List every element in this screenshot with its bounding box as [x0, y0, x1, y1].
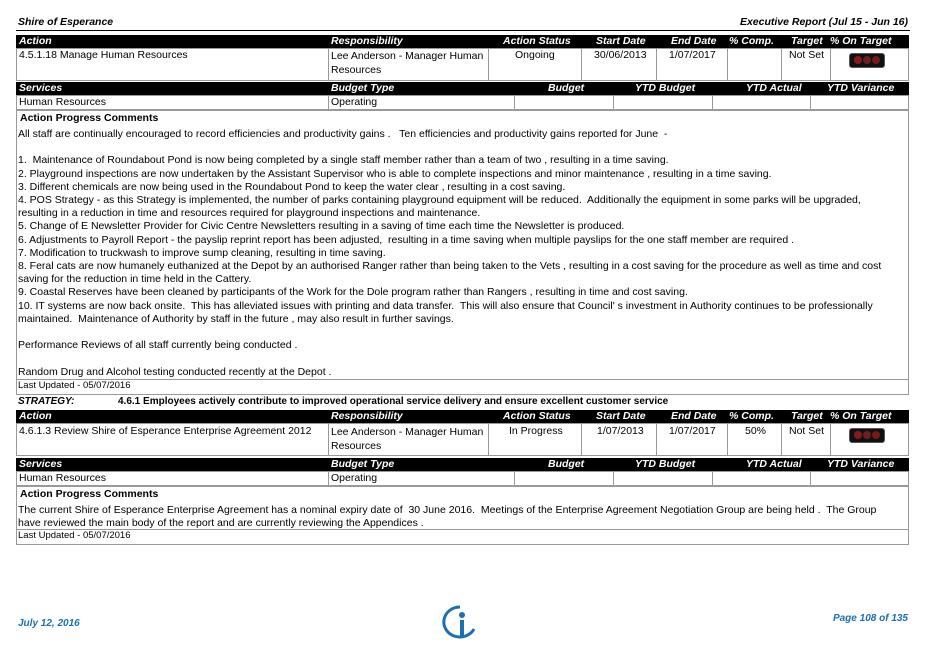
- org-name: Shire of Esperance: [18, 16, 114, 28]
- col-comp: % Comp.: [729, 35, 774, 47]
- col-budget-type: Budget Type: [331, 458, 395, 470]
- service-name: Human Resources: [19, 96, 106, 108]
- strategy-text: 4.6.1 Employees actively contribute to improved operational service delivery and ensure excellent customer service: [118, 396, 669, 407]
- col-action-status: Action Status: [503, 410, 571, 422]
- col-action: Action: [19, 35, 52, 47]
- comments-text: All staff are continually encouraged to record efficiencies and productivity gains . Ten efficiencies and productivity gains reported for June - 1. Maintenance of Roundabout Pond is now being completed by a single staff member rather than a team of two , resulting in a time saving. 2. Playground inspections are now undertaken by the Assistant Supervisor who is able to complete inspections and minor maintenance , resulting in a time saving. 3. Different chemicals are now being used in the Roundabout Pond to keep the water clear , resulting in a cost saving. 4. POS Strategy - as this Strategy is implemented, the number of parks containing playground equipment will be reduced. Additionally the equipment in some parks will be upgraded, resulting in a reduction in time and resources required for playground inspections and maintenance. 5. Change of E Newsletter Provider for Civic Centre Newsletters resulting in a saving of time each time the Newsletter is produced. 6. Adjustments to Payroll Report - the payslip reprint report has been adjusted, resulting in a time saving when multiple payslips for the one staff member are required . 7. Modification to truckwash to improve sump cleaning, resulting in time saving. 8. Feral cats are now humanely euthanized at the Depot by an authorised Ranger rather than being taken to the Vets , resulting in a cost saving for the procedure as well as time and cost saving for the reduction in time held in the Cattery. 9. Coastal Reserves have been cleaned by participants of the Work for the Dole program rather than Rangers , resulting in time and cost saving. 10. IT systems are now back onsite. This has alleviated issues with printing and data transfer. This will also ensure that Council' s investment in Authority continues to be professionally maintained. Maintenance of Authority by staff in the future , may also result in further savings. Performance Reviews of all staff currently being conducted . Random Drug and Alcohol testing conducted recently at the Depot .: [18, 128, 882, 378]
- col-action-status: Action Status: [503, 35, 571, 47]
- col-on-target: % On Target: [830, 410, 892, 422]
- traffic-light-icon: [849, 53, 885, 68]
- traffic-light-icon: [849, 428, 885, 443]
- start-date: 1/07/2013: [597, 425, 644, 437]
- col-budget: Budget: [548, 82, 585, 94]
- col-responsibility: Responsibility: [331, 410, 403, 422]
- col-ytd-actual: YTD Actual: [746, 82, 802, 94]
- strategy-line: [18, 396, 669, 407]
- page-number: Page 108 of 135: [832, 613, 908, 624]
- shire-logo-icon: [441, 605, 479, 639]
- responsibility-line2: Resources: [331, 440, 382, 452]
- action-status: Ongoing: [515, 49, 555, 61]
- col-ytd-actual: YTD Actual: [746, 458, 802, 470]
- action-header-bar-2: [16, 410, 909, 423]
- col-start-date: Start Date: [596, 35, 646, 47]
- col-on-target: % On Target: [830, 35, 892, 47]
- service-name: Human Resources: [19, 472, 106, 484]
- col-ytd-budget: YTD Budget: [635, 82, 696, 94]
- start-date: 30/06/2013: [594, 49, 647, 61]
- services-header-bar: [16, 82, 909, 95]
- col-end-date: End Date: [671, 35, 717, 47]
- col-comp: % Comp.: [729, 410, 774, 422]
- col-ytd-variance: YTD Variance: [827, 458, 895, 470]
- end-date: 1/07/2017: [669, 49, 716, 61]
- col-ytd-variance: YTD Variance: [827, 82, 895, 94]
- col-responsibility: Responsibility: [331, 35, 403, 47]
- comments-title: Action Progress Comments: [20, 488, 159, 500]
- budget-type: Operating: [331, 472, 378, 484]
- services-row-2: [16, 471, 909, 486]
- action-name: 4.5.1.18 Manage Human Resources: [19, 49, 188, 61]
- col-start-date: Start Date: [596, 410, 646, 422]
- percent-complete: 50%: [745, 425, 767, 437]
- responsibility-line1: Lee Anderson - Manager Human: [331, 50, 484, 62]
- col-services: Services: [19, 458, 63, 470]
- last-updated: Last Updated - 05/07/2016: [18, 530, 131, 541]
- col-services: Services: [19, 82, 63, 94]
- comments-text: The current Shire of Esperance Enterprise Agreement has a nominal expiry date of 30 June 2016. Meetings of the Enterprise Agreement Negotiation Group are being held . The Group have reviewed the main body of the report and are currently reviewing the Appendices .: [18, 504, 877, 530]
- col-budget-type: Budget Type: [331, 82, 395, 94]
- target-value: Not Set: [789, 425, 825, 437]
- services-row: [16, 95, 909, 110]
- last-updated: Last Updated - 05/07/2016: [18, 380, 131, 391]
- col-budget: Budget: [548, 458, 585, 470]
- col-end-date: End Date: [671, 410, 717, 422]
- services-header-bar-2: [16, 458, 909, 471]
- end-date: 1/07/2017: [669, 425, 716, 437]
- footer-date: July 12, 2016: [18, 618, 80, 629]
- strategy-label: STRATEGY:: [18, 396, 75, 407]
- header-divider: [16, 30, 910, 31]
- target-value: Not Set: [789, 49, 825, 61]
- responsibility-line2: Resources: [331, 64, 382, 76]
- responsibility-line1: Lee Anderson - Manager Human: [331, 426, 484, 438]
- comments-title: Action Progress Comments: [20, 112, 159, 124]
- action-header-bar: [16, 35, 909, 48]
- col-action: Action: [19, 410, 52, 422]
- col-ytd-budget: YTD Budget: [635, 458, 696, 470]
- budget-type: Operating: [331, 96, 378, 108]
- report-title: Executive Report (Jul 15 - Jun 16): [739, 16, 908, 28]
- col-target: Target: [791, 410, 823, 422]
- action-status: In Progress: [509, 425, 563, 437]
- action-name: 4.6.1.3 Review Shire of Esperance Enterprise Agreement 2012: [19, 425, 312, 437]
- col-target: Target: [791, 35, 823, 47]
